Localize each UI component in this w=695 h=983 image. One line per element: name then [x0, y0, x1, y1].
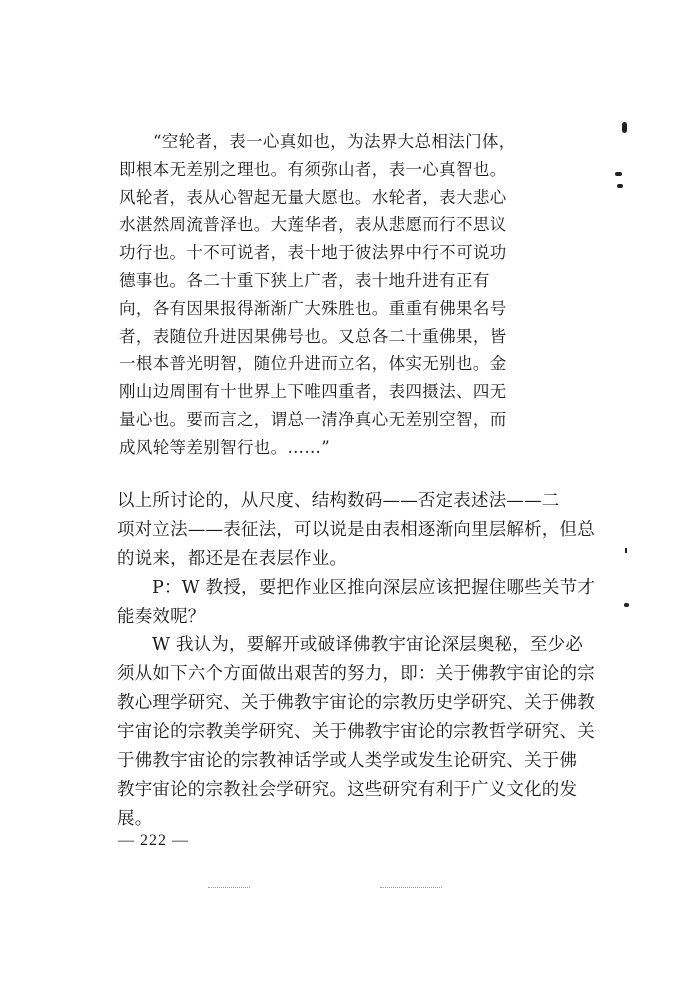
body-line: 的说来，都还是在表层作业。	[117, 548, 348, 569]
body-line: 教心理学研究、关于佛教宇宙论的宗教历史学研究、关于佛教	[117, 693, 595, 714]
scan-speck	[622, 122, 627, 133]
body-line: 宇宙论的宗教美学研究、关于佛教宇宙论的宗教哲学研究、关	[117, 722, 595, 743]
quote-line: 成风轮等差别智行也。……”	[119, 437, 330, 457]
body-line: 于佛教宇宙论的宗教神话学或人类学或发生论研究、关于佛	[117, 751, 578, 772]
body-line: 展。	[117, 808, 153, 829]
body-line: 能奏效呢？	[117, 606, 206, 627]
scan-speck	[617, 184, 623, 188]
scan-mark	[208, 887, 250, 888]
quote-line: 功行也。十不可说者，表十地于彼法界中行不可说功	[119, 243, 507, 263]
body-line: W 我认为，要解开或破译佛教宇宙论深层奥秘，至少必	[152, 635, 584, 656]
page-number: — 222 —	[118, 832, 189, 849]
quote-line: 德事也。各二十重下狭上广者，表十地升进有正有	[119, 270, 490, 290]
body-line: P：W 教授，要把作业区推向深层应该把握住哪些关节才	[152, 577, 596, 598]
body-line: 教宇宙论的宗教社会学研究。这些研究有利于广义文化的发	[117, 779, 578, 800]
quoted-passage	[119, 128, 539, 462]
quote-line: 风轮者，表从心智起无量大愿也。水轮者，表大悲心	[119, 187, 507, 207]
quote-line: 刚山边周围有十世界上下唯四重者，表四摄法、四无	[119, 382, 507, 402]
body-text	[117, 487, 596, 834]
quote-line: 水湛然周流普泽也。大莲华者，表从悲愿而行不思议	[119, 215, 507, 235]
quote-line: 即根本无差别之理也。有须弥山者，表一心真智也。	[119, 159, 507, 179]
quote-line: 向，各有因果报得渐渐广大殊胜也。重重有佛果名号	[119, 298, 507, 318]
body-line: 项对立法——表征法，可以说是由表相逐渐向里层解析，但总	[117, 519, 595, 540]
quote-line: 一根本普光明智，随位升进而立名，体实无别也。金	[119, 354, 507, 374]
quote-line: “空轮者，表一心真如也，为法界大总相法门体，	[153, 132, 516, 151]
body-line: 须从如下六个方面做出艰苦的努力，即：关于佛教宇宙论的宗	[117, 664, 595, 685]
scan-speck	[615, 172, 622, 176]
quote-line: 者，表随位升进因果佛号也。又总各二十重佛果，皆	[119, 326, 507, 346]
scan-mark	[380, 887, 442, 888]
quote-line: 量心也。要而言之，谓总一清净真心无差别空智，而	[119, 409, 507, 429]
body-line: 以上所讨论的，从尺度、结构数码——否定表述法——二	[117, 491, 560, 511]
scan-speck	[624, 603, 629, 607]
scan-speck	[625, 548, 627, 553]
